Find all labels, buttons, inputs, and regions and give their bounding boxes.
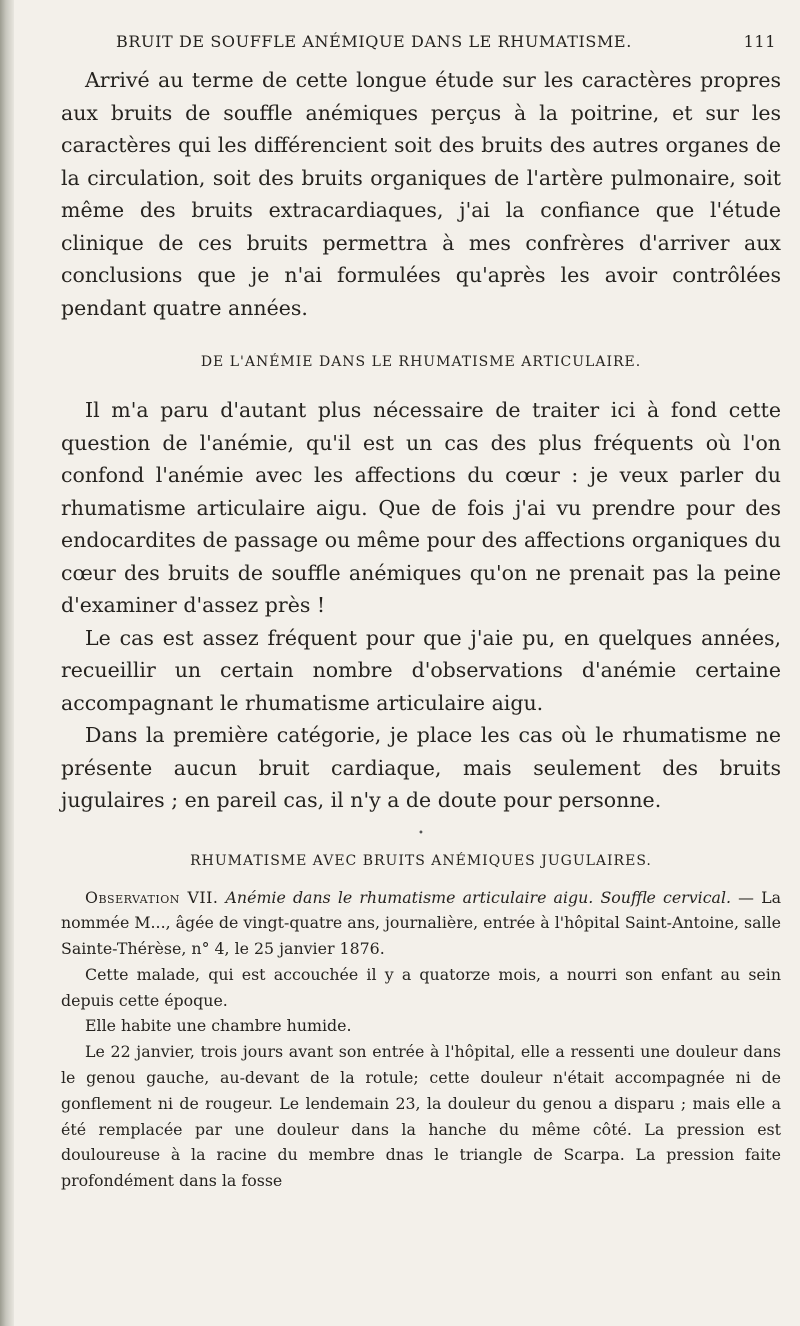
section-heading: DE L'ANÉMIE DANS LE RHUMATISME ARTICULAIRE. [200, 354, 642, 370]
book-binding-edge [0, 0, 14, 1326]
section-paragraph: Dans la première catégorie, je place les cas où le rhumatisme ne présente aucun bruit cardiaque, mais seulement des bruits jugulaires ; en pareil cas, il n'y a de doute pour personne. [61, 723, 781, 812]
running-head-title: BRUIT DE SOUFFLE ANÉMIQUE DANS LE RHUMATISME. [116, 32, 632, 51]
page-number: 111 [743, 32, 776, 51]
observation-paragraph: Cette malade, qui est accouchée il y a quatorze mois, a nourri son enfant au sein depuis cette époque. [61, 964, 781, 1010]
observation-intro: — La nommée M..., âgée de vingt-quatre ans, journalière, entrée à l'hôpital Saint-Antoine, salle Sainte-Thérèse, n° 4, le 25 janvier 1876. [61, 887, 782, 959]
section-paragraph: Le cas est assez fréquent pour que j'aie pu, en quelques années, recueillir un certain nombre d'observations d'anémie certaine accompagnant le rhumatisme articulaire aigu. [61, 625, 781, 715]
running-head [116, 32, 776, 51]
observation-paragraph: Le 22 janvier, trois jours avant son entrée à l'hôpital, elle a ressenti une douleur dans le genou gauche, au-devant de la rotule; cette douleur n'était accompagnée ni de gonflement ni de rougeur. Le lendemain 23, la douleur du genou a disparu ; mais elle a été remplacée par une douleur dans la hanche du même côté. La pression est douloureuse à la racine du membre dnas le triangle de Scarpa. La pression faite profondément dans la fosse [61, 1042, 781, 1191]
subsection-heading: RHUMATISME AVEC BRUITS ANÉMIQUES JUGULAIRES. [190, 852, 652, 869]
observation-paragraph: Elle habite une chambre humide. [85, 1016, 352, 1036]
section-paragraph: Il m'a paru d'autant plus nécessaire de traiter ici à fond cette question de l'anémie, qu'il est un cas des plus fréquents où l'on confond l'anémie avec les affections du cœur : je veux parler du rhumatisme articulaire aigu. Que de fois j'ai vu prendre pour des endocardites de passage ou même pour des affections organiques du cœur des bruits de souffle anémiques qu'on ne prenait pas la peine d'examiner d'assez près ! [61, 398, 781, 617]
ink-mark: • [418, 827, 424, 839]
body-text [61, 64, 781, 1194]
observation-block [61, 885, 781, 1195]
observation-label: Observation VII. [85, 887, 219, 907]
book-page [44, 0, 782, 1326]
observation-title: Anémie dans le rhumatisme articulaire aigu. Souffle cervical. [225, 887, 732, 907]
observation-heading-paragraph [61, 885, 781, 962]
intro-paragraph: Arrivé au terme de cette longue étude sur les caractères propres aux bruits de souffle anémiques perçus à la poitrine, et sur les caractères qui les différencient soit des bruits des autres organes de la circulation, soit des bruits organiques de l'artère pulmonaire, soit même des bruits extracardiaques, j'ai la confiance que l'étude clinique de ces bruits permettra à mes confrères d'arriver aux conclusions que je n'ai formulées qu'après les avoir contrôlées pendant quatre années. [61, 68, 781, 320]
